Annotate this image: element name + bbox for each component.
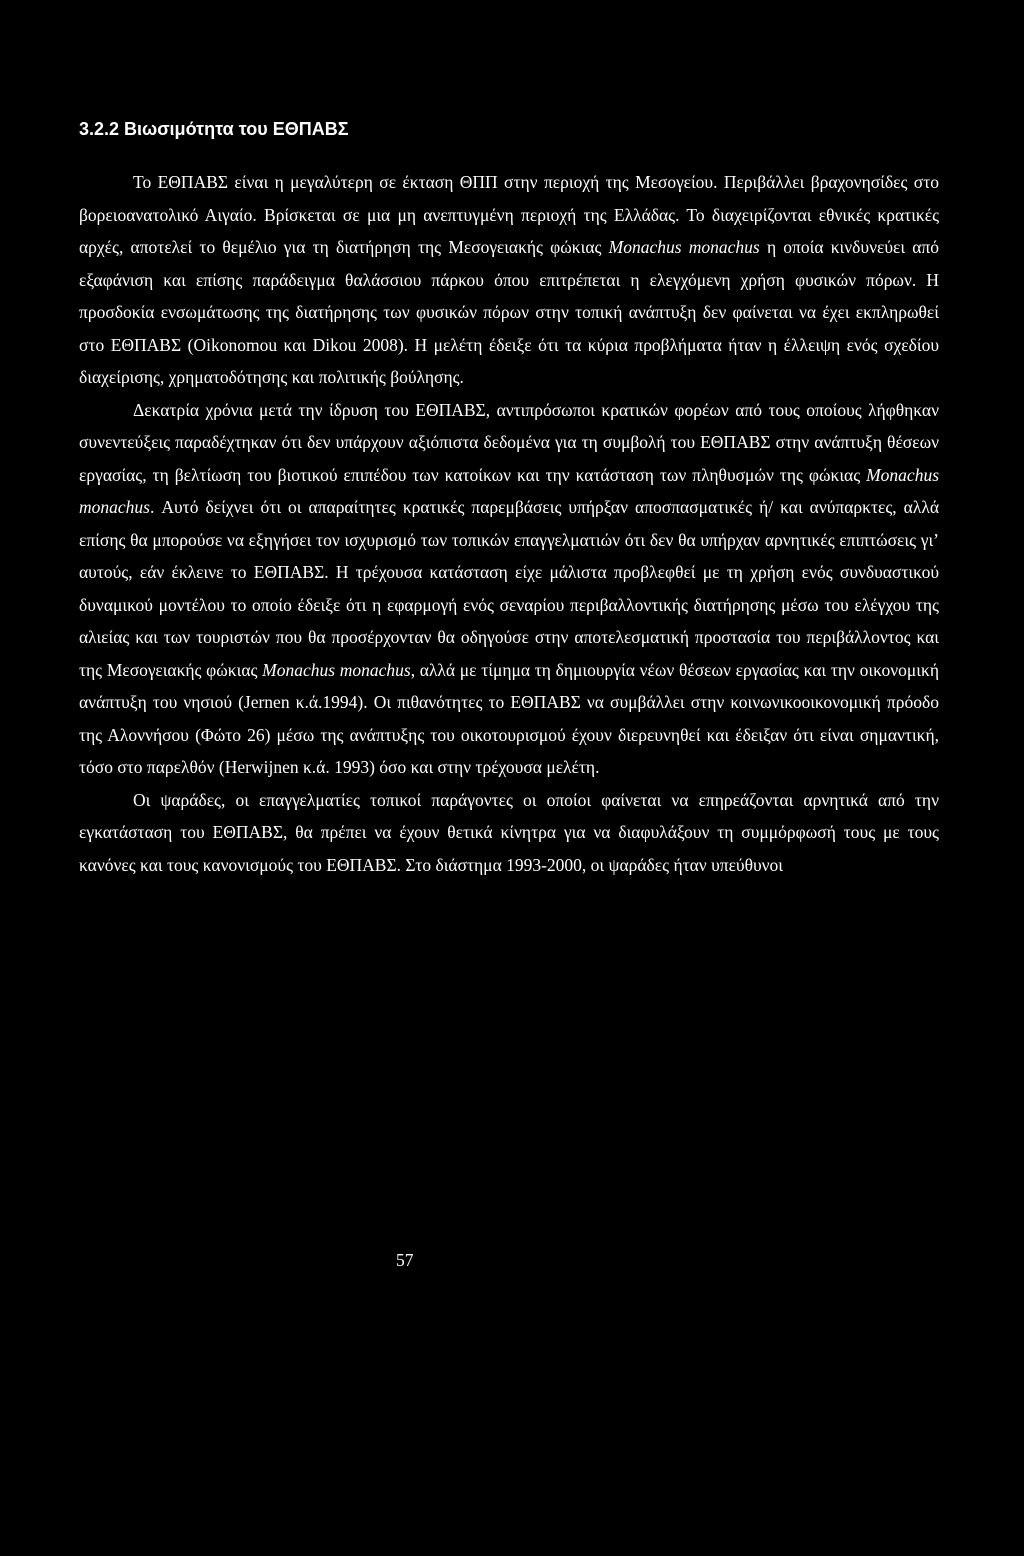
paragraph-2 xyxy=(79,394,939,784)
paragraph-3 xyxy=(79,784,939,882)
section-heading: 3.2.2 Βιωσιμότητα του ΕΘΠΑΒΣ xyxy=(79,119,349,139)
paragraph-2-text-c: , αλλά με τίμημα τη δημιουργία νέων θέσεων εργασίας και την οικονομική ανάπτυξη του νησιού (Jernen κ.ά.1994). Οι πιθανότητες το ΕΘΠΑΒΣ να συμβάλλει στην κοινωνικοοικονομική πρόοδο της Αλοννήσου (Φώτο 26) μέσω της ανάπτυξης του οικοτουρισμού έχουν διερευνηθεί και έδειξαν ότι είναι σημαντική, τόσο στο παρελθόν (Herwijnen κ.ά. 1993) όσο και στην τρέχουσα μελέτη. xyxy=(79,659,939,777)
paragraph-3-text: Οι ψαράδες, οι επαγγελματίες τοπικοί παράγοντες οι οποίοι φαίνεται να επηρεάζονται αρνητικά από την εγκατάσταση του ΕΘΠΑΒΣ, θα πρέπει να έχουν θετικά κίνητρα για να διαφυλάξουν τη συμμόρφωσή τους με τους κανόνες και τους κανονισμούς του ΕΘΠΑΒΣ. Στο διάστημα 1993-2000, οι ψαράδες ήταν υπεύθυνοι xyxy=(79,789,939,875)
paragraph-2-text-a: Δεκατρία χρόνια μετά την ίδρυση του ΕΘΠΑΒΣ, αντιπρόσωποι κρατικών φορέων από τους οποίους λήφθηκαν συνεντεύξεις παραδέχτηκαν ότι δεν υπάρχουν αξιόπιστα δεδομένα για τη συμβολή του ΕΘΠΑΒΣ στην ανάπτυξη θέσεων εργασίας, τη βελτίωση του βιοτικού επιπέδου των κατοίκων και την κατάσταση των πληθυσμών της φώκιας xyxy=(79,399,939,485)
paragraph-2-text-b: . Αυτό δείχνει ότι οι απαραίτητες κρατικές παρεμβάσεις υπήρξαν αποσπασματικές ή/ και ανύπαρκτες, αλλά επίσης θα μπορούσε να εξηγήσει τον ισχυρισμό των τοπικών επαγγελματιών ότι δεν θα υπήρχαν αρνητικές επιπτώσεις γι’ αυτούς, εάν έκλεινε το ΕΘΠΑΒΣ. Η τρέχουσα κατάσταση είχε μάλιστα προβλεφθεί με τη χρήση ενός συνδυαστικού δυναμικού μοντέλου το οποίο έδειξε ότι η εφαρμογή ενός σεναρίου περιβαλλοντικής διατήρησης μέσω του ελέγχου της αλιείας και των τουριστών που θα προσέρχονταν θα οδηγούσε στην αποτελεσματική προστασία του περιβάλλοντος και της Μεσογειακής φώκιας xyxy=(79,497,939,680)
paragraph-1-text-a: Το ΕΘΠΑΒΣ είναι η μεγαλύτερη σε έκταση ΘΠΠ στην περιοχή της Μεσογείου. Περιβάλλει βραχονησίδες στο βορειοανατολικό Αιγαίο. Βρίσκεται σε μια μη ανεπτυγμένη περιοχή της Ελλάδας. Το διαχειρίζονται εθνικές κρατικές αρχές, αποτελεί το θεμέλιο για τη διατήρηση της Μεσογειακής φώκιας xyxy=(79,172,939,257)
document-page xyxy=(79,113,939,881)
paragraph-2-species-name-2: Monachus monachus xyxy=(262,659,411,680)
page-number: 57 xyxy=(396,1250,414,1270)
paragraph-1 xyxy=(79,166,939,394)
paragraph-2-species-name-1: Monachus monachus xyxy=(79,464,939,517)
paragraph-1-text-b: η οποία κινδυνεύει από εξαφάνιση και επίσης παράδειγμα θαλάσσιου πάρκου όπου επιτρέπεται η ελεγχόμενη χρήση φυσικών πόρων. Η προσδοκία ενσωμάτωσης της διατήρησης των φυσικών πόρων στην τοπική ανάπτυξη δεν φαίνεται να έχει εκπληρωθεί στο ΕΘΠΑΒΣ (Oikonomou και Dikou 2008). Η μελέτη έδειξε ότι τα κύρια προβλήματα ήταν η έλλειψη ενός σχεδίου διαχείρισης, χρηματοδότησης και πολιτικής βούλησης. xyxy=(79,237,940,387)
paragraph-1-species-name: Monachus monachus xyxy=(608,237,760,257)
